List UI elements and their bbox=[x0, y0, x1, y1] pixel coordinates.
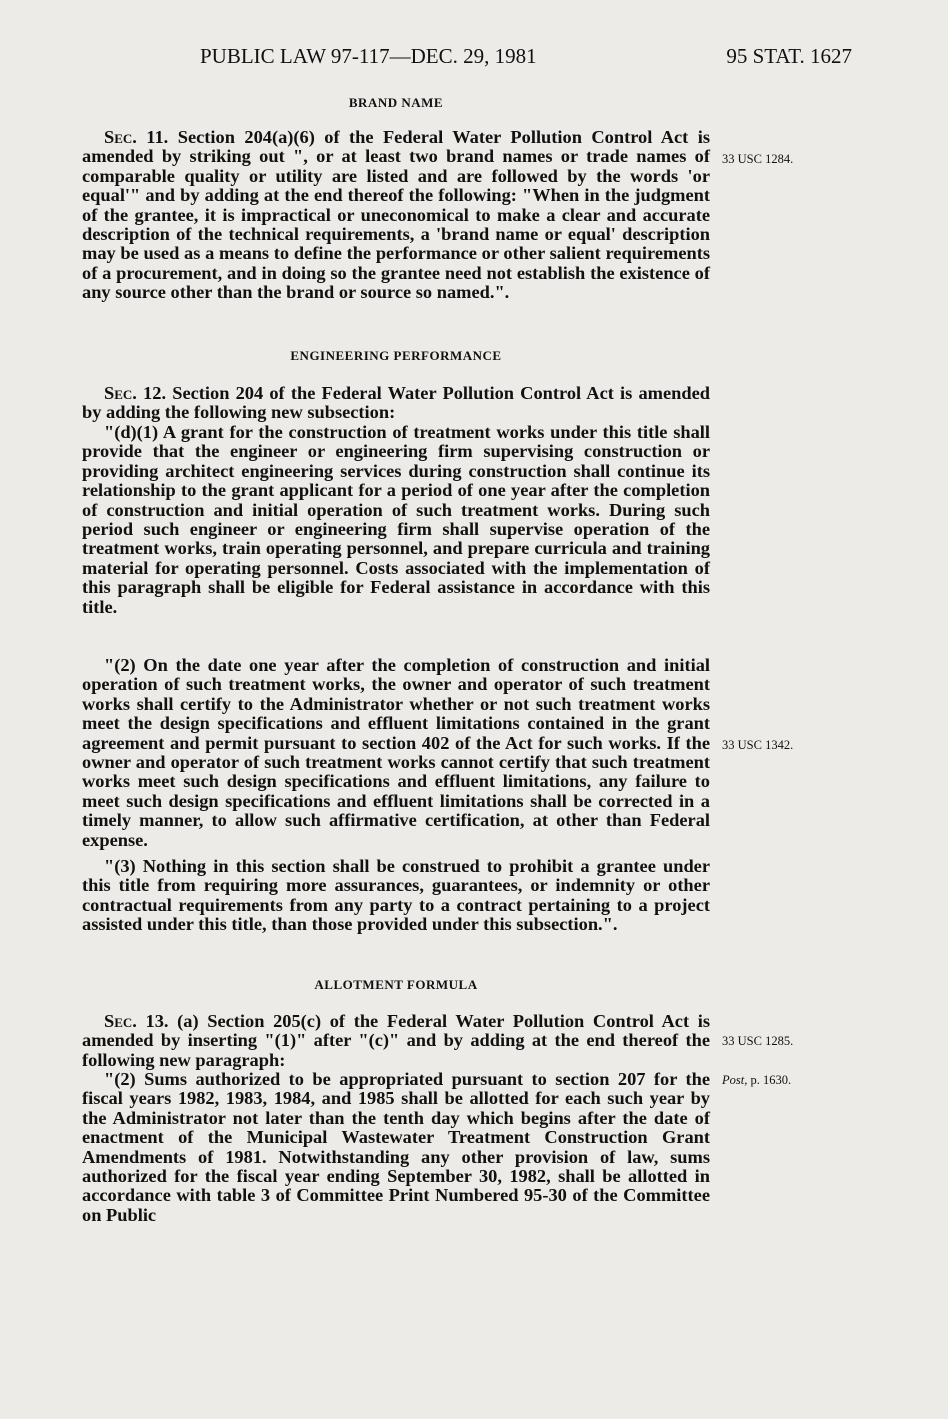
subsection-d1-paragraph: "(d)(1) A grant for the construction of treatment works under this title shall provide that the engineer or engineering firm supervising construction or providing architect engineering services during construction shall continue its relationship to the grant applicant for a period of one year after the completion of construction and initial operation of such treatment works. During such period such engineer or engineering firm shall supervise operation of the treatment works, train operating personnel, and prepare curricula and training material for operating personnel. Costs associated with the implementation of this paragraph shall be eligible for Federal assistance in accordance with this title. bbox=[82, 422, 710, 617]
section-13-label: Sec. 13. bbox=[104, 1011, 169, 1031]
post-page: p. 1630. bbox=[750, 1073, 792, 1087]
margin-note-33-usc-1342: 33 USC 1342. bbox=[722, 738, 794, 752]
margin-note-33-usc-1285: 33 USC 1285. bbox=[722, 1034, 794, 1048]
running-head bbox=[200, 44, 852, 76]
section-13-text: (a) Section 205(c) of the Federal Water Pollution Control Act is amended by inserting "(1)" after "(c)" and by adding at the end thereof the following new paragraph: bbox=[82, 1011, 710, 1070]
margin-note-33-usc-1284: 33 USC 1284. bbox=[722, 152, 794, 166]
section-11-label: Sec. 11. bbox=[104, 127, 169, 147]
section-11-paragraph bbox=[82, 128, 710, 303]
heading-allotment-formula: ALLOTMENT FORMULA bbox=[314, 977, 478, 992]
public-law-header: PUBLIC LAW 97-117—DEC. 29, 1981 bbox=[200, 44, 537, 68]
section-12-paragraph bbox=[82, 384, 710, 423]
section-13-paragraph bbox=[82, 1012, 710, 1070]
section-11-text: Section 204(a)(6) of the Federal Water Pollution Control Act is amended by striking out ", or at least two brand names or trade names of comparable quality or utility are listed and are followed by the words 'or equal'" and by adding at the end thereof the following: "When in the judgment of the grantee, it is impractical or uneconomical to make a clear and accurate description of the technical requirements, a 'brand name or equal' description may be used as a means to define the performance or other salient requirements of a procurement, and in doing so the grantee need not establish the existence of any source other than the brand or source so named.". bbox=[82, 127, 710, 303]
subsection-d2-paragraph: "(2) On the date one year after the completion of construction and initial operation of such treatment works, the owner and operator of such treatment works shall certify to the Administrator whether or not such treatment works meet the design specifications and effluent limitations contained in the grant agreement and permit pursuant to section 402 of the Act for such works. If the owner and operator of such treatment works cannot certify that such treatment works meet such design specifications and effluent limitations, any failure to meet such design specifications and effluent limitations shall be corrected in a timely manner, to allow such affirmative certification, at other than Federal expense. bbox=[82, 655, 710, 850]
heading-brand-name: BRAND NAME bbox=[348, 95, 444, 110]
post-label: Post, bbox=[722, 1073, 748, 1087]
heading-engineering-performance: ENGINEERING PERFORMANCE bbox=[290, 348, 502, 363]
margin-note-post-reference bbox=[722, 1073, 791, 1088]
section-12-text: Section 204 of the Federal Water Pollution Control Act is amended by adding the following new subsection: bbox=[82, 383, 710, 423]
stat-page-number: 95 STAT. 1627 bbox=[726, 44, 852, 68]
subsection-d3-paragraph: "(3) Nothing in this section shall be construed to prohibit a grantee under this title from requiring more assurances, guarantees, or indemnity or other contractual requirements from any party to a contract pertaining to a project assisted under this title, than those provided under this subsection.". bbox=[82, 856, 710, 935]
paragraph-2-allotment: "(2) Sums authorized to be appropriated pursuant to section 207 for the fiscal years 1982, 1983, 1984, and 1985 shall be allotted for each such year by the Administrator not later than the tenth day which begins after the date of enactment of the Municipal Wastewater Treatment Construction Grant Amendments of 1981. Notwithstanding any other provision of law, sums authorized for the fiscal year ending September 30, 1982, shall be allotted in accordance with table 3 of Committee Print Numbered 95-30 of the Committee on Public bbox=[82, 1069, 710, 1225]
section-12-label: Sec. 12. bbox=[104, 383, 167, 403]
